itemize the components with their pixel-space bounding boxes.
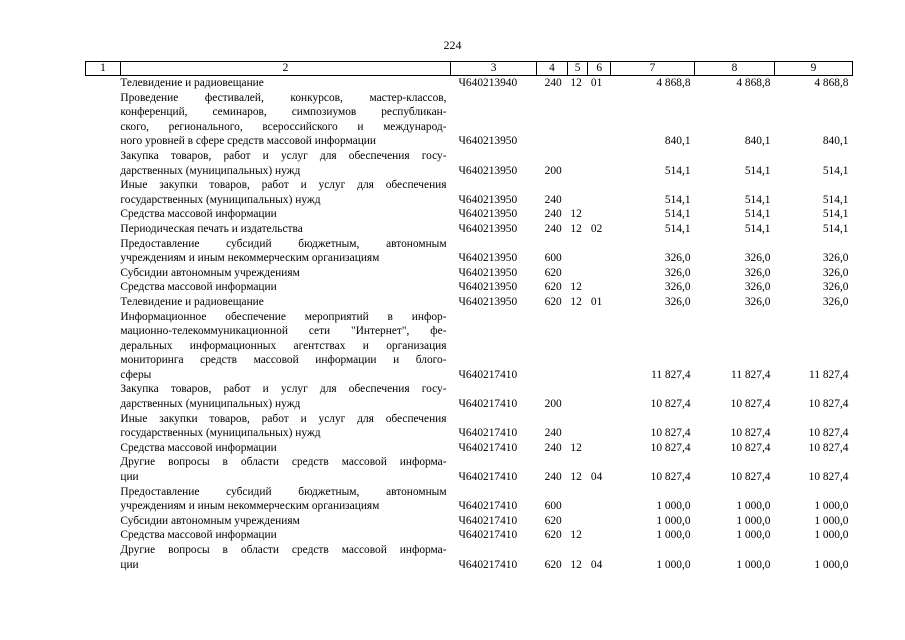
item-name-cell [120,455,450,484]
row-index-cell [86,455,121,484]
target-article-cell: Ч640217410 [458,500,518,513]
item-name-line: ского, регионального, всероссийского и международ- [120,120,447,133]
item-name-line: Средства массовой информации [120,441,277,454]
item-name-line: дарственных (муниципальных) нужд [120,164,301,177]
expense-type-cell: 620 [544,558,562,571]
expense-type-cell: 620 [544,529,562,542]
amount-col7-cell: 326,0 [664,266,691,279]
row-index-cell [86,543,121,572]
target-article-cell: Ч640217410 [458,398,518,411]
item-name-line: Субсидии автономным учреждениям [120,514,300,527]
target-article-cell: Ч640213950 [458,295,518,308]
item-name-line: государственных (муниципальных) нужд [120,427,321,440]
section-cell: 12 [570,222,582,235]
item-name-cell [120,485,450,514]
row-index-cell [86,237,121,266]
amount-col7-cell: 514,1 [664,208,691,221]
item-name-cell [120,91,450,149]
expense-type-cell: 200 [544,398,562,411]
row-index-cell [86,222,121,237]
section-cell [567,382,588,411]
amount-col7-cell: 514,1 [664,164,691,177]
table-row [86,222,853,237]
table-row [86,266,853,281]
item-name-cell [120,412,450,441]
item-name-line: Иные закупки товаров, работ и услуг для обеспечения [120,412,447,425]
row-index-cell [86,441,121,456]
amount-col8-cell: 4 868,8 [736,77,771,89]
amount-col9-cell: 514,1 [822,193,849,206]
item-name-cell [120,207,450,222]
amount-col8-cell: 326,0 [744,266,771,279]
item-name-line: Средства массовой информации [120,529,277,542]
item-name-line: государственных (муниципальных) нужд [120,193,321,206]
table-row [86,528,853,543]
item-name-line: дарственных (муниципальных) нужд [120,398,301,411]
amount-col7-cell: 10 827,4 [650,427,691,440]
amount-col7-cell: 10 827,4 [650,471,691,484]
amount-col7-cell: 514,1 [664,222,691,235]
section-cell [567,310,588,383]
row-index-cell [86,310,121,383]
header-col-8: 8 [695,62,775,76]
amount-col9-cell: 326,0 [822,295,849,308]
row-index-cell [86,280,121,295]
expense-type-cell: 240 [544,427,562,440]
item-name-line: учреждениям и иным некоммерческим организациям [120,252,380,265]
section-cell [567,237,588,266]
item-name-cell [120,280,450,295]
item-name-line: Другие вопросы в области средств массовой информа- [120,544,447,556]
subsection-cell [588,412,611,441]
subsection-cell [588,485,611,514]
item-name-line: ного уровней в сфере средств массовой информации [120,135,377,148]
amount-col8-cell: 10 827,4 [730,441,771,454]
subsection-cell [588,441,611,456]
target-article-cell: Ч640217410 [458,514,518,527]
subsection-cell: 01 [590,295,603,308]
item-name-cell [120,76,450,91]
item-name-line: мационно-телекоммуникационной сети "Интернет", фе- [120,325,447,338]
expense-type-cell: 240 [544,441,562,454]
row-index-cell [86,266,121,281]
amount-col9-cell: 1 000,0 [814,558,849,571]
amount-col9-cell: 514,1 [822,164,849,177]
item-name-line: Средства массовой информации [120,281,277,294]
amount-col8-cell: 514,1 [744,164,771,177]
amount-col9-cell: 514,1 [822,222,849,235]
amount-col8-cell: 1 000,0 [736,500,771,513]
expense-type-cell: 620 [544,514,562,527]
subsection-cell [588,149,611,178]
amount-col8-cell: 514,1 [744,208,771,221]
expense-type-cell: 240 [544,193,562,206]
amount-col9-cell: 10 827,4 [808,427,849,440]
amount-col9-cell: 1 000,0 [814,500,849,513]
amount-col8-cell: 1 000,0 [736,529,771,542]
item-name-line: ции [120,471,139,484]
target-article-cell: Ч640213950 [458,193,518,206]
row-index-cell [86,528,121,543]
header-col-5: 5 [567,62,588,76]
subsection-cell [588,514,611,529]
table-row [86,280,853,295]
amount-col9-cell: 10 827,4 [808,398,849,411]
subsection-cell [588,178,611,207]
expense-type-cell: 600 [544,500,562,513]
target-article-cell: Ч640217410 [458,558,518,571]
target-article-cell: Ч640213950 [458,164,518,177]
target-article-cell: Ч640213950 [458,135,518,148]
item-name-line: Средства массовой информации [120,208,277,221]
item-name-cell [120,528,450,543]
section-cell [567,412,588,441]
header-col-4: 4 [537,62,568,76]
amount-col7-cell: 11 827,4 [651,368,691,381]
item-name-line: конференций, семинаров, симпозиумов республикан- [120,106,447,119]
item-name-cell [120,514,450,529]
expense-type-cell: 620 [544,266,562,279]
amount-col8-cell: 840,1 [744,135,771,148]
row-index-cell [86,485,121,514]
target-article-cell: Ч640213940 [458,77,518,89]
subsection-cell [588,280,611,295]
item-name-line: Телевидение и радиовещание [120,295,264,308]
amount-col9-cell: 326,0 [822,252,849,265]
amount-col7-cell: 1 000,0 [656,558,691,571]
section-cell: 12 [570,558,582,571]
amount-col9-cell: 10 827,4 [808,471,849,484]
subsection-cell: 02 [590,222,603,235]
target-article-cell: Ч640213950 [458,266,518,279]
row-index-cell [86,412,121,441]
header-col-3: 3 [451,62,537,76]
amount-col8-cell: 10 827,4 [730,471,771,484]
subsection-cell [588,528,611,543]
table-row [86,485,853,514]
amount-col8-cell: 10 827,4 [730,398,771,411]
expense-type-cell: 240 [544,222,562,235]
expense-type-cell [537,91,568,149]
item-name-line: ции [120,558,139,571]
section-cell [567,149,588,178]
table-row [86,178,853,207]
expense-type-cell: 200 [544,164,562,177]
item-name-line: Иные закупки товаров, работ и услуг для обеспечения [120,179,447,192]
item-name-line: сферы [120,368,152,381]
subsection-cell [588,382,611,411]
amount-col7-cell: 1 000,0 [656,500,691,513]
amount-col7-cell: 326,0 [664,252,691,265]
amount-col7-cell: 10 827,4 [650,398,691,411]
section-cell: 12 [570,77,582,89]
item-name-cell [120,149,450,178]
item-name-line: Другие вопросы в области средств массовой информа- [120,456,447,469]
section-cell [567,485,588,514]
amount-col8-cell: 1 000,0 [736,558,771,571]
section-cell: 12 [570,441,582,454]
row-index-cell [86,207,121,222]
amount-col8-cell: 326,0 [744,281,771,294]
amount-col9-cell: 10 827,4 [808,441,849,454]
table-header-row [86,62,853,76]
amount-col7-cell: 326,0 [664,295,691,308]
subsection-cell [588,310,611,383]
table-row [86,295,853,310]
row-index-cell [86,76,121,91]
target-article-cell: Ч640213950 [458,281,518,294]
amount-col9-cell: 326,0 [822,266,849,279]
item-name-cell [120,222,450,237]
subsection-cell: 04 [590,471,603,484]
page-number: 224 [443,38,462,52]
section-cell [567,266,588,281]
table-body [86,76,853,573]
item-name-cell [120,237,450,266]
item-name-line: Предоставление субсидий бюджетным, автономным [120,237,447,250]
table-row [86,382,853,411]
expense-type-cell: 620 [544,281,562,294]
item-name-line: Информационное обеспечение мероприятий в инфор- [120,310,447,323]
target-article-cell: Ч640217410 [458,427,518,440]
amount-col9-cell: 840,1 [822,135,849,148]
subsection-cell [588,237,611,266]
amount-col9-cell: 4 868,8 [814,77,849,89]
item-name-line: Закупка товаров, работ и услуг для обеспечения госу- [120,383,447,396]
subsection-cell: 01 [590,77,603,89]
row-index-cell [86,149,121,178]
expense-type-cell: 240 [544,471,562,484]
target-article-cell: Ч640217410 [458,441,518,454]
amount-col7-cell: 10 827,4 [650,441,691,454]
amount-col7-cell: 326,0 [664,281,691,294]
subsection-cell [588,207,611,222]
item-name-line: Периодическая печать и издательства [120,222,303,235]
table-row [86,412,853,441]
amount-col9-cell: 1 000,0 [814,514,849,527]
item-name-line: Предоставление субсидий бюджетным, автономным [120,485,447,498]
amount-col9-cell: 514,1 [822,208,849,221]
header-col-7: 7 [610,62,694,76]
expense-type-cell: 600 [544,252,562,265]
amount-col7-cell: 1 000,0 [656,529,691,542]
target-article-cell: Ч640213950 [458,208,518,221]
section-cell: 12 [570,529,582,542]
row-index-cell [86,514,121,529]
table-row [86,543,853,572]
subsection-cell [588,266,611,281]
target-article-cell: Ч640217410 [458,471,518,484]
item-name-line: Закупка товаров, работ и услуг для обеспечения госу- [120,149,447,162]
target-article-cell: Ч640217410 [458,368,518,381]
item-name-cell [120,441,450,456]
section-cell [567,178,588,207]
table-row [86,76,853,91]
section-cell: 12 [570,208,582,221]
section-cell: 12 [570,471,582,484]
header-col-1: 1 [86,62,121,76]
subsection-cell: 04 [590,558,603,571]
row-index-cell [86,178,121,207]
amount-col9-cell: 11 827,4 [809,368,849,381]
section-cell: 12 [570,295,582,308]
amount-col8-cell: 326,0 [744,295,771,308]
header-col-2: 2 [120,62,450,76]
item-name-cell [120,382,450,411]
expense-type-cell [537,310,568,383]
expense-type-cell: 240 [544,77,562,89]
amount-col8-cell: 1 000,0 [736,514,771,527]
table-row [86,310,853,383]
item-name-cell [120,295,450,310]
item-name-line: Телевидение и радиовещание [120,77,264,89]
amount-col9-cell: 326,0 [822,281,849,294]
table-row [86,237,853,266]
item-name-cell [120,310,450,383]
item-name-cell [120,178,450,207]
target-article-cell: Ч640213950 [458,252,518,265]
section-cell: 12 [570,281,582,294]
amount-col7-cell: 840,1 [664,135,691,148]
header-col-9: 9 [775,62,853,76]
target-article-cell: Ч640213950 [458,222,518,235]
table-row [86,514,853,529]
item-name-cell [120,266,450,281]
item-name-line: Проведение фестивалей, конкурсов, мастер-классов, [120,91,447,104]
table-row [86,207,853,222]
table-row [86,91,853,149]
item-name-line: деральных информационных агентствах и организация [120,339,447,352]
target-article-cell: Ч640217410 [458,529,518,542]
budget-table [85,61,853,572]
header-col-6: 6 [588,62,611,76]
amount-col8-cell: 326,0 [744,252,771,265]
amount-col8-cell: 11 827,4 [731,368,771,381]
section-cell [567,514,588,529]
table-row [86,441,853,456]
item-name-cell [120,543,450,572]
item-name-line: учреждениям и иным некоммерческим организациям [120,500,380,513]
section-cell [567,91,588,149]
amount-col7-cell: 4 868,8 [656,77,691,89]
item-name-line: Субсидии автономным учреждениям [120,266,300,279]
subsection-cell [588,91,611,149]
amount-col7-cell: 514,1 [664,193,691,206]
amount-col8-cell: 10 827,4 [730,427,771,440]
expense-type-cell: 240 [544,208,562,221]
amount-col7-cell: 1 000,0 [656,514,691,527]
amount-col9-cell: 1 000,0 [814,529,849,542]
row-index-cell [86,91,121,149]
amount-col8-cell: 514,1 [744,193,771,206]
item-name-line: мониторинга средств массовой информации и блого- [120,354,447,367]
table-row [86,455,853,484]
row-index-cell [86,382,121,411]
table-row [86,149,853,178]
expense-type-cell: 620 [544,295,562,308]
amount-col8-cell: 514,1 [744,222,771,235]
row-index-cell [86,295,121,310]
